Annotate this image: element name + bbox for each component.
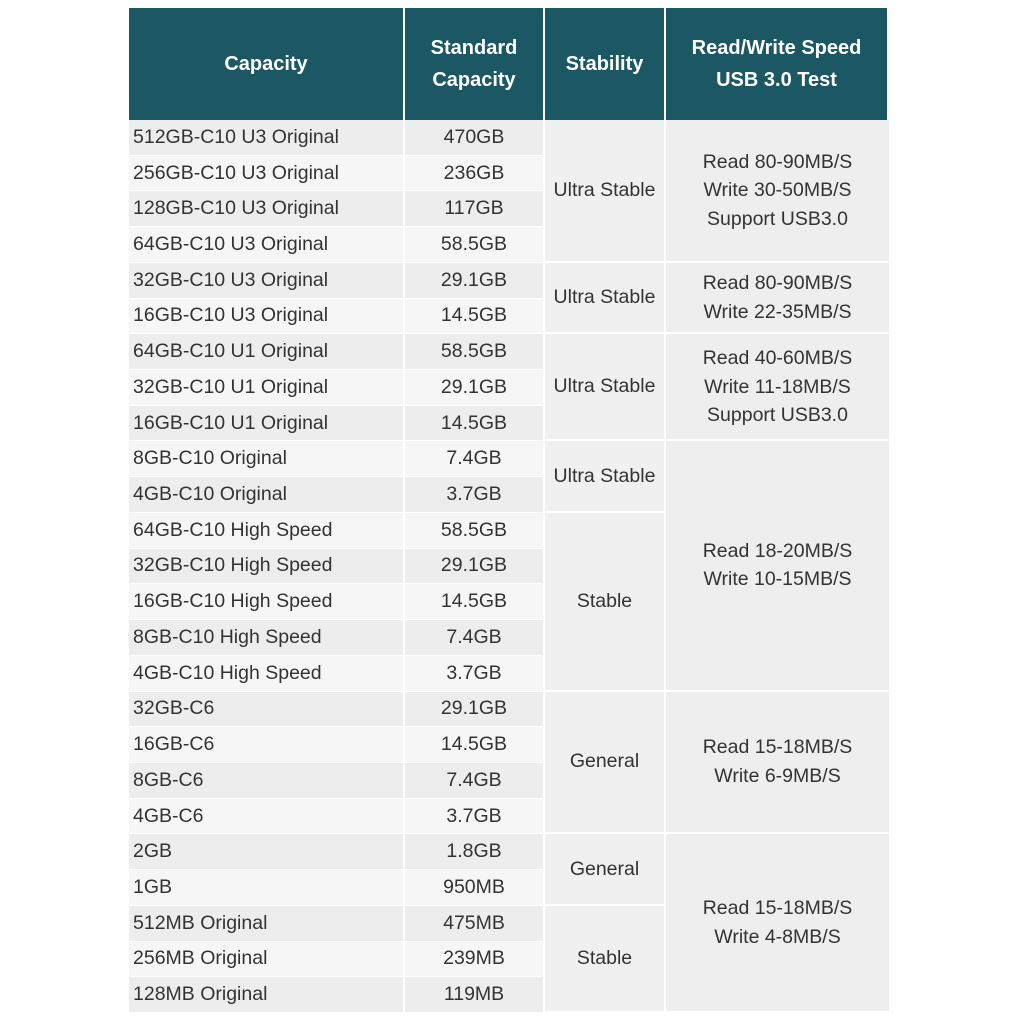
speed-cell [666, 334, 889, 441]
speed-line: Support USB3.0 [707, 207, 848, 230]
standard-capacity-cell: 14.5GB [405, 727, 545, 763]
standard-capacity-cell: 236GB [405, 156, 545, 192]
speed-line: Write 11-18MB/S [704, 375, 851, 398]
standard-capacity-cell: 29.1GB [405, 263, 545, 299]
capacity-cell: 16GB-C10 U3 Original [129, 299, 405, 335]
stability-cell: General [545, 834, 666, 905]
stability-cell: Ultra Stable [545, 263, 666, 334]
capacity-cell: 32GB-C6 [129, 692, 405, 728]
standard-capacity-cell: 29.1GB [405, 549, 545, 585]
standard-capacity-cell: 239MB [405, 942, 545, 978]
capacity-cell: 16GB-C6 [129, 727, 405, 763]
speed-line: Write 22-35MB/S [703, 300, 852, 323]
capacity-cell: 16GB-C10 High Speed [129, 584, 405, 620]
standard-capacity-cell: 7.4GB [405, 441, 545, 477]
standard-capacity-cell: 58.5GB [405, 334, 545, 370]
capacity-cell: 4GB-C10 Original [129, 477, 405, 513]
speed-cell [666, 263, 889, 334]
speed-line: Support USB3.0 [707, 404, 848, 427]
capacity-cell: 4GB-C6 [129, 799, 405, 835]
speed-line: Read 80-90MB/S [702, 150, 853, 173]
capacity-cell: 32GB-C10 High Speed [129, 549, 405, 585]
capacity-cell: 2GB [129, 834, 405, 870]
standard-capacity-cell: 3.7GB [405, 656, 545, 692]
header-read-write-speed: Read/Write Speed USB 3.0 Test [666, 8, 889, 120]
capacity-cell: 256GB-C10 U3 Original [129, 156, 405, 192]
stability-cell: Ultra Stable [545, 120, 666, 263]
standard-capacity-cell: 470GB [405, 120, 545, 156]
speed-line: Read 40-60MB/S [702, 347, 853, 370]
speed-cell [666, 692, 889, 835]
standard-capacity-cell: 58.5GB [405, 227, 545, 263]
standard-capacity-cell: 475MB [405, 906, 545, 942]
capacity-cell: 128MB Original [129, 977, 405, 1013]
stability-cell: Stable [545, 513, 666, 692]
header-stability: Stability [545, 8, 666, 120]
standard-capacity-cell: 1.8GB [405, 834, 545, 870]
speed-line: Write 4-8MB/S [714, 925, 841, 948]
capacity-cell: 32GB-C10 U1 Original [129, 370, 405, 406]
header-capacity: Capacity [129, 8, 405, 120]
standard-capacity-cell: 3.7GB [405, 799, 545, 835]
capacity-cell: 128GB-C10 U3 Original [129, 191, 405, 227]
capacity-cell: 64GB-C10 U1 Original [129, 334, 405, 370]
stability-cell: Ultra Stable [545, 334, 666, 441]
standard-capacity-cell: 29.1GB [405, 692, 545, 728]
standard-capacity-cell: 29.1GB [405, 370, 545, 406]
capacity-cell: 32GB-C10 U3 Original [129, 263, 405, 299]
capacity-cell: 64GB-C10 High Speed [129, 513, 405, 549]
standard-capacity-cell: 3.7GB [405, 477, 545, 513]
standard-capacity-cell: 14.5GB [405, 299, 545, 335]
stability-cell: Ultra Stable [545, 441, 666, 512]
header-standard-capacity: Standard Capacity [405, 8, 545, 120]
capacity-cell: 1GB [129, 870, 405, 906]
standard-capacity-cell: 14.5GB [405, 584, 545, 620]
capacity-cell: 8GB-C6 [129, 763, 405, 799]
capacity-cell: 8GB-C10 Original [129, 441, 405, 477]
capacity-cell: 64GB-C10 U3 Original [129, 227, 405, 263]
speed-line: Read 15-18MB/S [702, 736, 853, 759]
standard-capacity-cell: 7.4GB [405, 763, 545, 799]
speed-line: Read 18-20MB/S [702, 539, 853, 562]
standard-capacity-cell: 117GB [405, 191, 545, 227]
standard-capacity-cell: 950MB [405, 870, 545, 906]
standard-capacity-cell: 58.5GB [405, 513, 545, 549]
speed-cell [666, 120, 889, 263]
speed-cell [666, 834, 889, 1013]
speed-line: Write 6-9MB/S [714, 764, 841, 787]
stability-cell: Stable [545, 906, 666, 1013]
speed-line: Read 15-18MB/S [702, 897, 853, 920]
capacity-cell: 16GB-C10 U1 Original [129, 406, 405, 442]
capacity-cell: 4GB-C10 High Speed [129, 656, 405, 692]
speed-cell [666, 441, 889, 691]
standard-capacity-cell: 119MB [405, 977, 545, 1013]
standard-capacity-cell: 7.4GB [405, 620, 545, 656]
capacity-cell: 512GB-C10 U3 Original [129, 120, 405, 156]
speed-line: Write 30-50MB/S [703, 179, 852, 202]
speed-line: Read 80-90MB/S [702, 272, 853, 295]
speed-line: Write 10-15MB/S [703, 568, 852, 591]
capacity-cell: 8GB-C10 High Speed [129, 620, 405, 656]
capacity-cell: 512MB Original [129, 906, 405, 942]
sd-card-spec-table [129, 8, 889, 1013]
capacity-cell: 256MB Original [129, 942, 405, 978]
standard-capacity-cell: 14.5GB [405, 406, 545, 442]
stability-cell: General [545, 692, 666, 835]
